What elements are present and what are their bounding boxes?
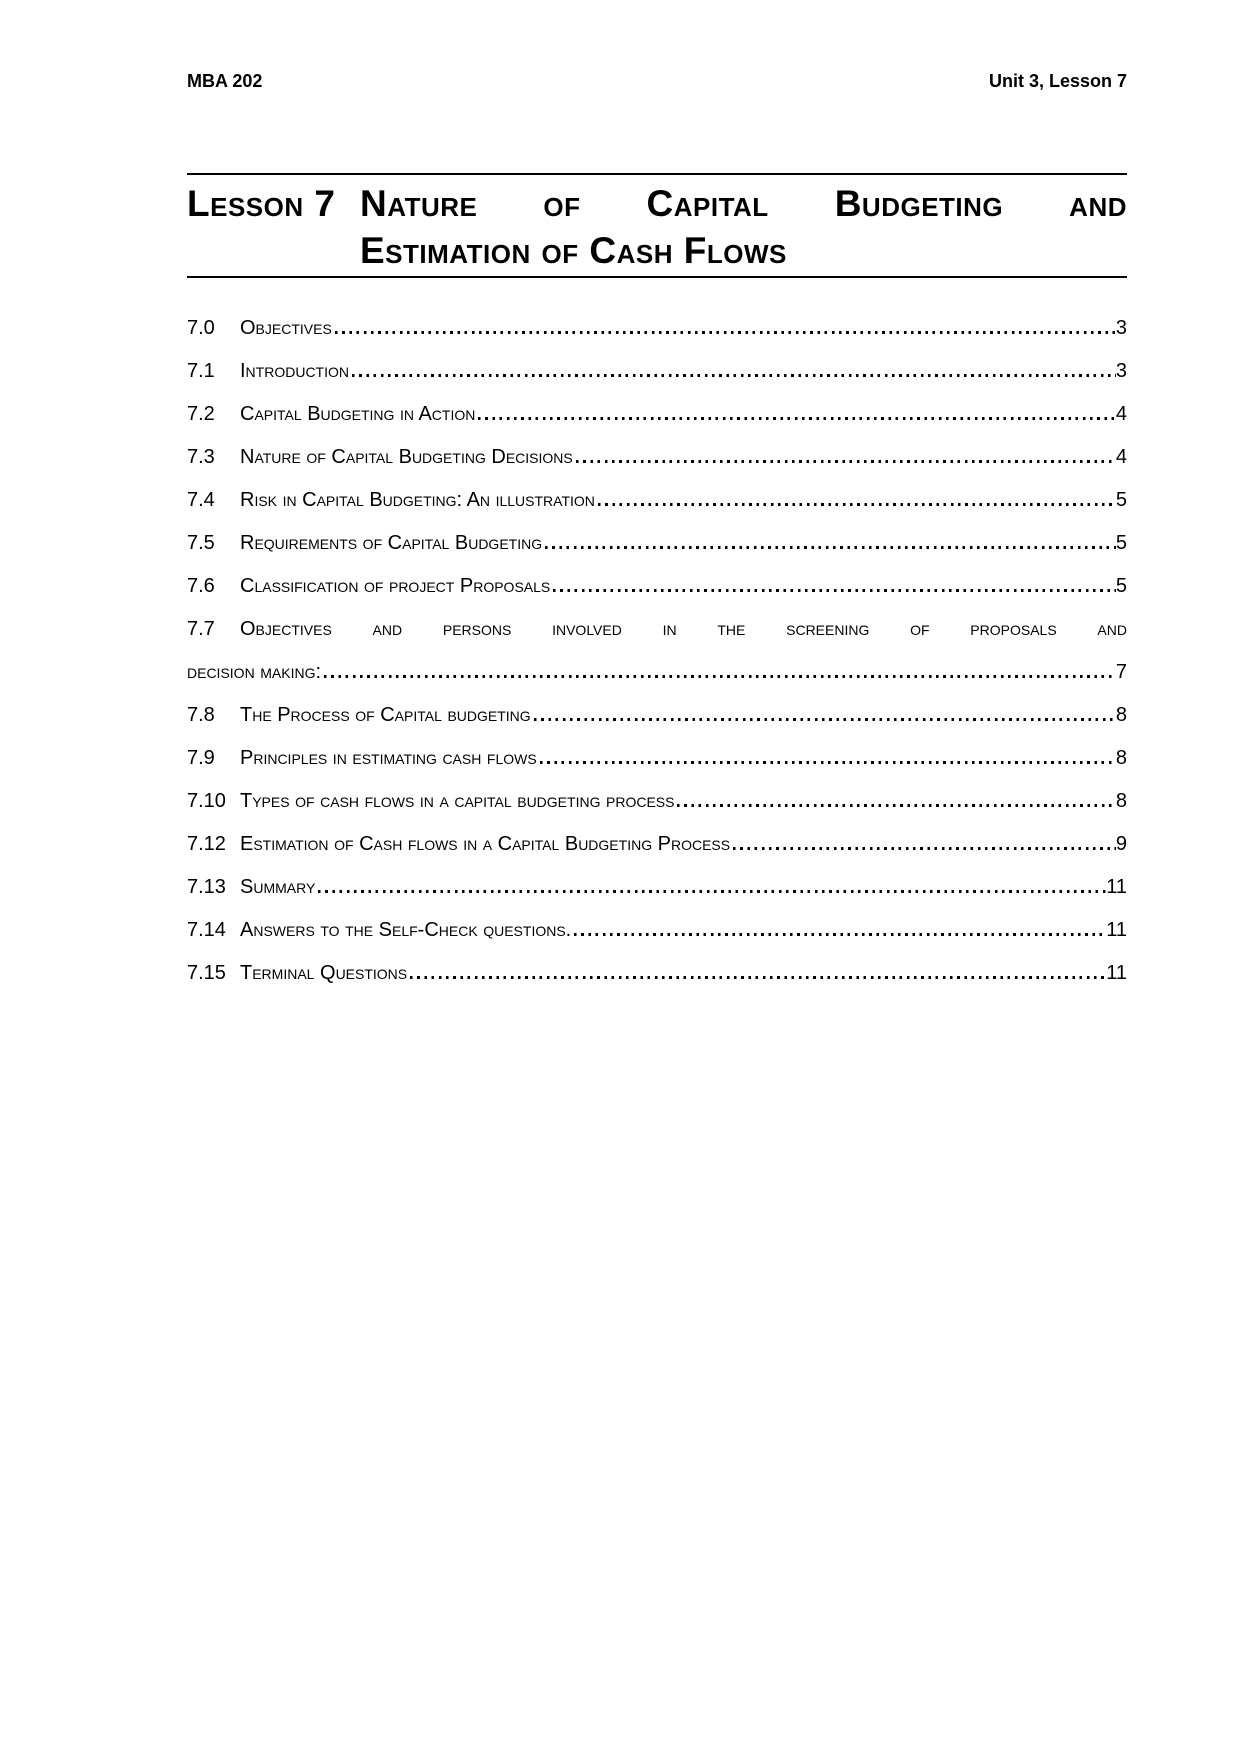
toc-page-number: 11 — [1106, 962, 1127, 984]
toc-entry-number: 7.13 — [187, 876, 226, 898]
dot-leader — [318, 890, 1106, 893]
toc-entry — [187, 866, 1127, 909]
toc-page-number: 8 — [1115, 747, 1127, 769]
toc-entry — [187, 479, 1127, 522]
toc-entry — [187, 565, 1127, 608]
toc-entry-number: 7.7 — [187, 618, 215, 640]
dot-leader — [576, 460, 1116, 463]
toc-entry — [187, 350, 1127, 393]
toc-entry — [187, 823, 1127, 866]
course-code: MBA 202 — [187, 71, 263, 91]
toc-entry-label: Objectives and persons involved in the screening of proposals and — [240, 618, 1127, 640]
dot-leader — [553, 589, 1116, 592]
dot-leader — [677, 804, 1115, 807]
toc-entry-label: Classification of project Proposals — [240, 575, 551, 597]
toc-page-number: 3 — [1115, 317, 1127, 339]
toc-page-number: 5 — [1115, 575, 1127, 597]
toc-entry-number: 7.6 — [187, 575, 215, 597]
dot-leader — [598, 503, 1116, 506]
toc-entry-label: Risk in Capital Budgeting: An illustration — [240, 489, 595, 511]
toc-entry — [187, 909, 1127, 952]
toc-page-number: 8 — [1115, 790, 1127, 812]
dot-leader — [324, 675, 1116, 678]
page-title — [360, 180, 1127, 274]
toc-entry-number: 7.12 — [187, 833, 226, 855]
dot-leader — [335, 331, 1116, 334]
toc-entry-label: Answers to the Self-Check questions. — [240, 919, 572, 941]
toc-entry-number: 7.1 — [187, 360, 215, 382]
toc-entry-label-continued: decision making: — [187, 661, 322, 683]
dot-leader — [733, 847, 1116, 850]
dot-leader — [352, 374, 1116, 377]
toc-entry — [187, 737, 1127, 780]
toc-entry-label: Capital Budgeting in Action — [240, 403, 476, 425]
toc-entry — [187, 522, 1127, 565]
toc-entry-number: 7.3 — [187, 446, 215, 468]
table-of-contents — [187, 307, 1127, 995]
dot-leader — [534, 718, 1116, 721]
toc-entry-label: Principles in estimating cash flows — [240, 747, 537, 769]
lesson-title-block — [187, 173, 1127, 278]
toc-entry-number: 7.2 — [187, 403, 215, 425]
toc-entry-label: Nature of Capital Budgeting Decisions — [240, 446, 573, 468]
toc-entry — [187, 393, 1127, 436]
toc-entry-label: Requirements of Capital Budgeting — [240, 532, 543, 554]
toc-page-number: 5 — [1115, 532, 1127, 554]
toc-page-number: 11 — [1106, 919, 1127, 941]
toc-page-number: 4 — [1115, 446, 1127, 468]
toc-entry — [187, 780, 1127, 823]
dot-leader — [410, 976, 1106, 979]
dot-leader — [540, 761, 1116, 764]
toc-entry-label: Objectives — [240, 317, 332, 339]
toc-entry-number: 7.4 — [187, 489, 215, 511]
toc-entry-number: 7.15 — [187, 962, 226, 984]
page-title-line1: Nature of Capital Budgeting and — [360, 183, 1127, 224]
toc-entry — [187, 436, 1127, 479]
toc-page-number: 11 — [1106, 876, 1127, 898]
toc-entry-number: 7.9 — [187, 747, 215, 769]
toc-page-number: 7 — [1115, 661, 1127, 683]
lesson-number: Lesson 7 — [187, 183, 336, 224]
toc-page-number: 9 — [1115, 833, 1127, 855]
toc-page-number: 4 — [1115, 403, 1127, 425]
toc-entry-label: Terminal Questions — [240, 962, 408, 984]
dot-leader — [545, 546, 1116, 549]
toc-entry-number: 7.10 — [187, 790, 226, 812]
toc-entry — [187, 307, 1127, 350]
toc-entry-label: Types of cash flows in a capital budgeting process — [240, 790, 675, 812]
toc-entry-label: Introduction — [240, 360, 349, 382]
toc-entry-number: 7.0 — [187, 317, 215, 339]
toc-entry-number: 7.8 — [187, 704, 215, 726]
unit-lesson-label: Unit 3, Lesson 7 — [988, 71, 1127, 91]
toc-entry — [187, 694, 1127, 737]
toc-page-number: 8 — [1115, 704, 1127, 726]
toc-entry-number: 7.14 — [187, 919, 226, 941]
toc-entry-label: The Process of Capital budgeting — [240, 704, 531, 726]
toc-entry-label: Summary — [240, 876, 316, 898]
toc-page-number: 3 — [1115, 360, 1127, 382]
running-header — [187, 70, 1127, 92]
toc-entry-number: 7.5 — [187, 532, 215, 554]
page-title-line2: Estimation of Cash Flows — [360, 230, 787, 271]
toc-entry — [187, 952, 1127, 995]
dot-leader — [478, 417, 1116, 420]
dot-leader — [574, 933, 1106, 936]
toc-entry — [187, 608, 1127, 694]
toc-page-number: 5 — [1115, 489, 1127, 511]
toc-entry-label: Estimation of Cash flows in a Capital Budgeting Process — [240, 833, 731, 855]
